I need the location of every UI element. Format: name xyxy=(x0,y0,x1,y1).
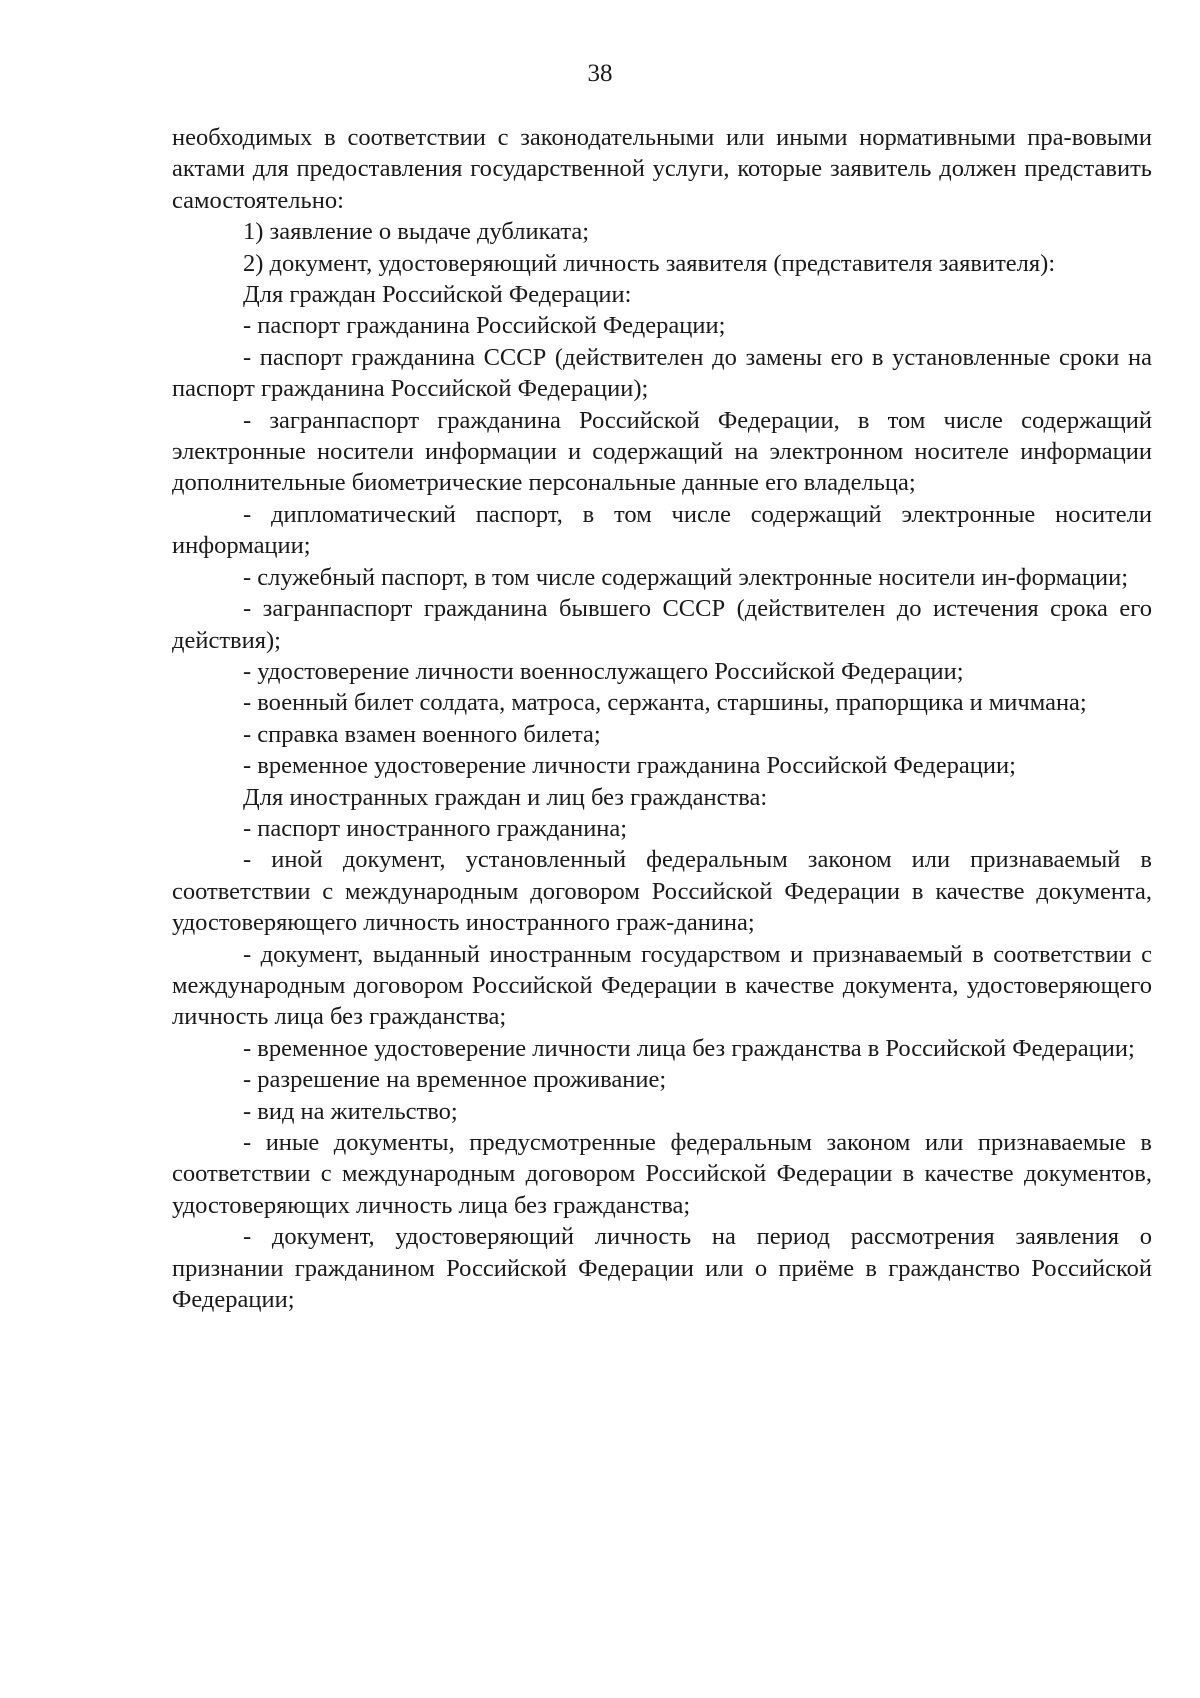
paragraph: 2) документ, удостоверяющий личность заявителя (представителя заявителя): xyxy=(243,249,1056,277)
paragraph: - паспорт гражданина Российской Федерации; xyxy=(243,312,726,340)
paragraph: необходимых в соответствии с законодательными или иными нормативными пра-вовыми актами для предоставления государственной услуги, которые заявитель должен представить самостоятельно: xyxy=(172,124,1152,214)
paragraph: - временное удостоверение личности гражданина Российской Федерации; xyxy=(243,752,1016,780)
paragraph: - загранпаспорт гражданина Российской Федерации, в том числе содержащий электронные носители информации и содержащий на электронном носителе информации дополнительные биометрические персональные данные его владельца; xyxy=(172,406,1152,497)
page-number: 38 xyxy=(587,60,613,87)
paragraph: - служебный паспорт, в том числе содержащий электронные носители ин-формации; xyxy=(243,563,1129,591)
paragraph: - загранпаспорт гражданина бывшего СССР (действителен до истечения срока его действия); xyxy=(172,595,1152,654)
paragraph: - паспорт гражданина СССР (действителен до замены его в установленные сроки на паспорт гражданина Российской Федерации); xyxy=(172,343,1152,403)
paragraph: - иные документы, предусмотренные федеральным законом или признаваемые в соответствии с международным договором Российской Федерации в качестве документов, удостоверяющих личность лица без гражданства; xyxy=(172,1129,1152,1219)
paragraph: - разрешение на временное проживание; xyxy=(243,1066,667,1094)
paragraph: - военный билет солдата, матроса, сержанта, старшины, прапорщика и мичмана; xyxy=(243,689,1087,717)
paragraph: - вид на жительство; xyxy=(243,1097,458,1125)
paragraph: - дипломатический паспорт, в том числе содержащий электронные носители информации; xyxy=(172,500,1152,560)
paragraph: 1) заявление о выдаче дубликата; xyxy=(243,218,590,246)
paragraph: - временное удостоверение личности лица без гражданства в Российской Федерации; xyxy=(243,1034,1135,1062)
paragraph: Для граждан Российской Федерации: xyxy=(243,281,632,309)
paragraph: - документ, удостоверяющий личность на период рассмотрения заявления о признании гражданином Российской Федерации или о приёме в гражданство Российской Федерации; xyxy=(172,1223,1152,1314)
paragraph: - удостоверение личности военнослужащего Российской Федерации; xyxy=(243,657,964,685)
body-text xyxy=(172,122,1152,1315)
paragraph: Для иностранных граждан и лиц без гражданства: xyxy=(243,783,768,811)
paragraph: - документ, выданный иностранным государством и признаваемый в соответствии с международным договором Российской Федерации в качестве документа, удостоверяющего личность лица без гражданства; xyxy=(172,940,1152,1031)
paragraph: - иной документ, установленный федеральным законом или признаваемый в соответствии с международным договором Российской Федерации в качестве документа, удостоверяющего личность иностранного граж-данина; xyxy=(172,846,1152,937)
paragraph: - паспорт иностранного гражданина; xyxy=(243,814,628,842)
paragraph: - справка взамен военного билета; xyxy=(243,720,601,748)
